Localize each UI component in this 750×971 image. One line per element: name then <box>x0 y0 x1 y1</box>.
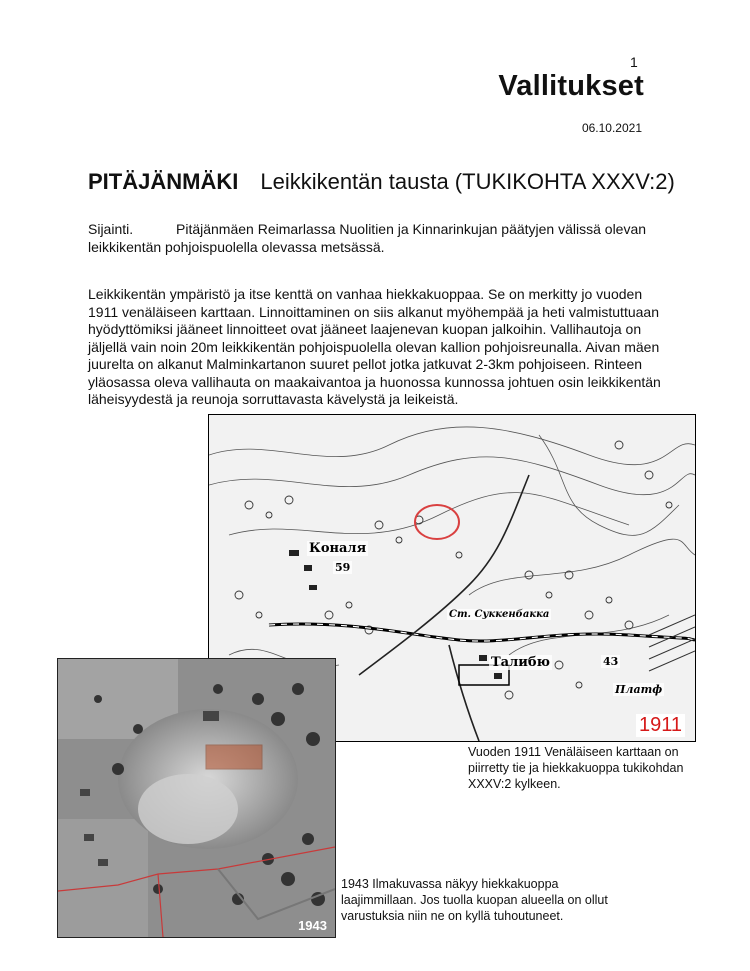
photo-year-label: 1943 <box>298 918 327 933</box>
description-paragraph: Leikkikentän ympäristö ja itse kenttä on vanhaa hiekkakuoppaa. Se on merkitty jo vuoden 1911 venäläiseen karttaan. Linnoittaminen on siis alkanut myöhempää ja heti valmistuttuaan hyödyttömiksi jääneet linnoitteet ovat jääneet laajenevan kuopan jalkoihin. Vallihautoja on jäljellä vain noin 20m leikkikentän pohjoispuolella olevan kallion pohjoisreunalla. Aivan mäen juurelta on alkanut Malminkartanon suuret pellot jotka jatkuvat 2-3km pohjoiseen. Rinteen yläosassa oleva vallihauta on maakaivantoa ja huonossa kunnossa johtuen osin leikkikentän läheisyydestä ja reunoja sorruttavasta kävelystä ja leikeistä. <box>88 286 661 407</box>
map-year-label: 1911 <box>636 714 685 737</box>
location-text: Pitäjänmäen Reimarlassa Nuolitien ja Kinnarinkujan päätyjen välissä olevan leikkikentän pohjoispuolella olevassa metsässä. <box>88 221 647 255</box>
document-title: Vallitukset <box>498 70 644 102</box>
photo-highlight-box <box>206 745 262 769</box>
heading-place: PITÄJÄNMÄKI <box>88 169 239 194</box>
map-label-station: Ст. Суккенбакка <box>449 609 550 620</box>
location-label: Sijainti. <box>88 221 134 237</box>
aerial-photo-drawing <box>58 659 335 937</box>
map-label-59: 59 <box>335 561 351 574</box>
map-label-platform: Платф <box>615 683 663 696</box>
heading-subtitle: Leikkikentän tausta (TUKIKOHTA XXXV:2) <box>260 169 675 194</box>
aerial-photo-1943 <box>57 658 336 938</box>
map-label-talibyu: Талибю <box>491 655 550 670</box>
photo-1943-caption: 1943 Ilmakuvassa näkyy hiekkakuoppa laajimmillaan. Jos tuolla kuopan alueella on ollut varustuksia niin ne on kyllä tuhoutuneet. <box>341 877 608 923</box>
document-date: 06.10.2021 <box>581 121 642 135</box>
map-1911-caption: Vuoden 1911 Venäläiseen karttaan on piirretty tie ja hiekkakuoppa tukikohdan XXXV:2 kylkeen. <box>468 745 684 791</box>
map-label-konala: Коналя <box>309 541 367 556</box>
map-label-43: 43 <box>603 655 619 668</box>
location-paragraph <box>88 220 668 256</box>
section-heading <box>88 169 675 195</box>
page-number: 1 <box>630 54 638 70</box>
